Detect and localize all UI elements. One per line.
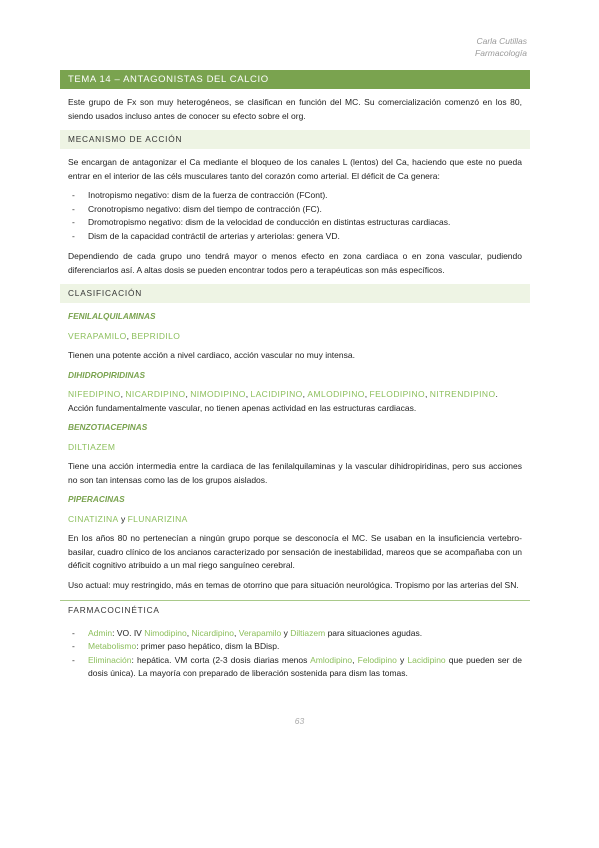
- drug-name: Verapamilo: [238, 627, 282, 638]
- separator: ,: [364, 389, 370, 399]
- category-description: Uso actual: muy restringido, más en temas de otorrino que para situación neurológica. Tropismo por las arterias del SN.: [68, 579, 519, 590]
- pk-text: para situaciones agudas.: [325, 627, 423, 638]
- category-description: En los años 80 no pertenecían a ningún grupo porque se desconocía el MC. Se usaban en la insuficiencia vertebro-basilar, cuadro clínico de los ancianos caracterizado por sensación de inestabilidad, mareos que se acompañaba con un déficit cognitivo atribuido a un mal riego sanguíneo cerebral.: [68, 533, 522, 570]
- separator: ,: [352, 654, 358, 665]
- category-fenilalquilaminas: FENILALQUILAMINAS: [68, 311, 156, 321]
- drug-name: NITRENDIPINO: [429, 389, 496, 399]
- mecanismo-paragraph-2: Dependiendo de cada grupo uno tendrá mayor o menos efecto en zona cardiaca o en zona vascular, pudiendo diferenciarlos así. A altas dosis se pueden encontrar todos pero a terapéuticas son más específicos.: [68, 251, 522, 275]
- drug-name: Lacidipino: [407, 654, 446, 665]
- separator: ,: [186, 627, 192, 638]
- pk-text: : hepática. VM corta (2-3 dosis diarias menos: [131, 654, 311, 665]
- separator: ,: [185, 389, 191, 399]
- pk-label: Eliminación: [88, 654, 132, 665]
- drug-name: FELODIPINO: [369, 389, 425, 399]
- end-mark: .: [495, 389, 498, 399]
- drug-name: Amlodipino: [310, 654, 353, 665]
- list-item: - Cronotropismo negativo: dism del tiempo de contracción (FC).: [88, 203, 522, 217]
- separator: ,: [425, 389, 430, 399]
- category-dihidropiridinas: DIHIDROPIRIDINAS: [68, 369, 145, 380]
- category-description: Acción fundamentalmente vascular, no tienen apenas actividad en las estructuras cardiacas.: [68, 402, 417, 413]
- list-item: - Inotropismo negativo: dism de la fuerza de contracción (FCont).: [88, 189, 522, 203]
- section-heading-mecanismo: MECANISMO DE ACCIÓN: [60, 130, 530, 149]
- drug-name: LACIDIPINO: [250, 389, 303, 399]
- pk-text: : primer paso hepático, dism la BDisp.: [136, 641, 280, 651]
- drug-name: FLUNARIZINA: [127, 513, 188, 524]
- document-body: [60, 70, 530, 688]
- separator: ,: [245, 389, 251, 399]
- author-name: Carla Cutillas: [476, 36, 527, 46]
- separator: ,: [302, 389, 308, 399]
- mecanismo-paragraph: Se encargan de antagonizar el Ca mediante el bloqueo de los canales L (lentos) del Ca, haciendo que este no pueda entrar en el interior de las céls musculares tanto del corazón como arterial. El déficit de Ca genera:: [68, 157, 522, 181]
- drug-name: NIFEDIPINO: [68, 389, 121, 399]
- separator: ,: [126, 330, 132, 341]
- drug-name: VERAPAMILO: [68, 330, 127, 341]
- pk-label: Metabolismo: [88, 641, 137, 651]
- drug-name: NICARDIPINO: [125, 389, 186, 399]
- separator: y: [396, 654, 408, 665]
- effects-list: [60, 189, 530, 243]
- category-description: Tienen una potente acción a nivel cardiaco, acción vascular no muy intensa.: [68, 350, 355, 360]
- drug-line: [60, 388, 530, 415]
- separator: y: [118, 513, 128, 524]
- pk-text: que pueden ser de dosis única). La mayoría con preparado de liberación sostenida para dism las tomas.: [88, 654, 522, 678]
- pk-text: : VO. IV: [112, 627, 145, 638]
- list-item: [88, 654, 522, 681]
- page-number: 63: [294, 716, 305, 726]
- chapter-title: TEMA 14 – ANTAGONISTAS DEL CALCIO: [60, 70, 530, 89]
- category-description: Tiene una acción intermedia entre la cardiaca de las fenilalquilaminas y la vascular dihidropiridinas, pero sus acciones no son tan intensas como las de los grupos aislados.: [68, 461, 522, 485]
- drug-name: Nimodipino: [144, 627, 187, 638]
- drug-line: [60, 441, 530, 455]
- list-item: [88, 640, 522, 654]
- drug-line: [60, 330, 530, 344]
- drug-name: AMLODIPINO: [307, 389, 365, 399]
- pk-label: Admin: [88, 627, 113, 638]
- separator: y: [281, 627, 291, 638]
- list-item: - Dism de la capacidad contráctil de arterias y arteriolas: genera VD.: [88, 230, 522, 244]
- pk-list: [60, 627, 530, 681]
- list-item: - Dromotropismo negativo: dism de la velocidad de conducción en distintas estructuras cardiacas.: [88, 216, 522, 230]
- section-heading-clasificacion: CLASIFICACIÓN: [60, 284, 530, 303]
- list-item: [88, 627, 522, 641]
- drug-name: Felodipino: [357, 654, 397, 665]
- drug-name: Nicardipino: [191, 627, 235, 638]
- intro-paragraph: Este grupo de Fx son muy heterogéneos, se clasifican en función del MC. Su comercialización comenzó en los 80, siendo usados incluso antes de conocer su efecto sobre el org.: [68, 97, 522, 121]
- drug-name: BEPRIDILO: [131, 330, 181, 341]
- drug-line: [60, 513, 530, 527]
- section-heading-farmacocinetica: FARMACOCINÉTICA: [60, 600, 530, 621]
- running-header: [475, 35, 527, 59]
- separator: ,: [120, 389, 126, 399]
- drug-name: NIMODIPINO: [190, 389, 246, 399]
- subject-name: Farmacología: [475, 48, 527, 58]
- drug-name: DILTIAZEM: [68, 441, 116, 452]
- separator: ,: [234, 627, 239, 638]
- category-benzotiacepinas: BENZOTIACEPINAS: [68, 422, 148, 432]
- drug-name: Diltiazem: [290, 627, 326, 638]
- drug-name: CINATIZINA: [68, 513, 119, 524]
- category-piperacinas: PIPERACINAS: [68, 494, 125, 504]
